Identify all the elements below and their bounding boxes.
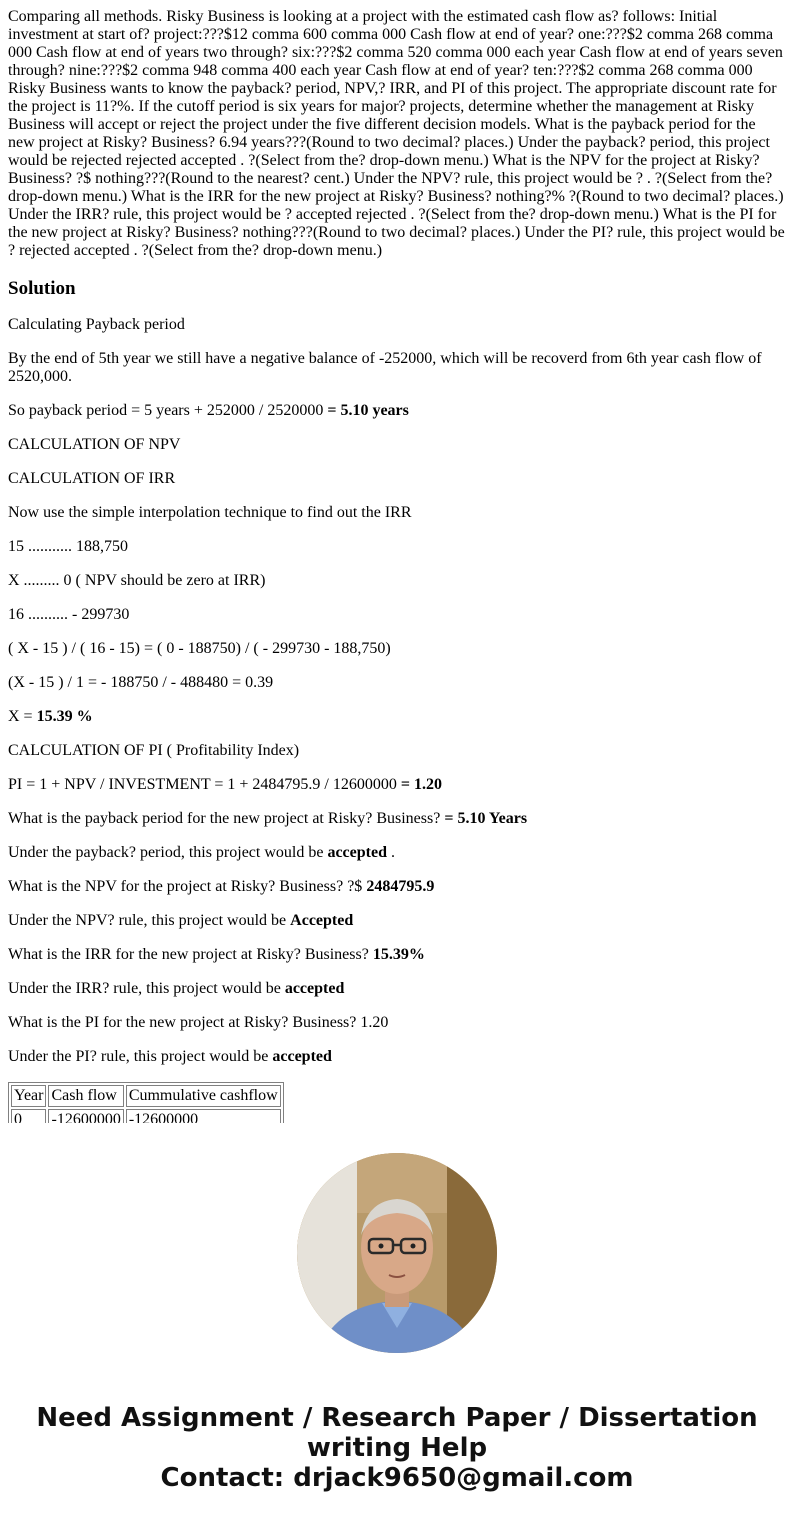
pi-formula: PI = 1 + NPV / INVESTMENT = 1 + 2484795.9 / 12600000 = 1.20 [8,776,442,793]
irr-line: 16 .......... - 299730 [8,606,130,623]
table-row [11,1109,281,1123]
irr-heading: CALCULATION OF IRR [8,470,176,487]
author-photo [297,1153,497,1353]
author-photo-image [297,1153,497,1353]
promo-line: Need Assignment / Research Paper / Dissertation [36,1403,758,1433]
column-header: Year [11,1085,46,1107]
promo-line: writing Help [306,1433,488,1463]
solution-document [8,0,786,1123]
answer-pi: What is the PI for the new project at Risky? Business? 1.20 [8,1014,389,1031]
payback-formula: So payback period = 5 years + 252000 / 2520000 = 5.10 years [8,402,409,419]
pi-heading: CALCULATION OF PI ( Profitability Index) [8,742,300,759]
solution-heading: Solution [8,278,76,299]
question-text: Comparing all methods. Risky Business is looking at a project with the estimated cash flow as? follows: Initial investment at start of? project:???$12 comma 600 comma 000 Cash flow at end of year? one:???$2 comma 268 comma 000 Cash flow at end of years two through? six:???$2 comma 520 comma 000 each year Cash flow at end of years seven through? nine:???$2 comma 948 comma 400 each year Cash flow at end of year? ten:???$2 comma 268 comma 000 Risky Business wants to know the payback? period, NPV,? IRR, and PI of this project. The appropriate discount rate for the project is 11?%. If the cutoff period is six years for major? projects, determine whether the management at Risky Business will accept or reject the project under the five different decision models. What is the payback period for the new project at Risky? Business? 6.94 years???(Round to two decimal? places.) Under the payback? period, this project would be rejected rejected accepted . ?(Select from the? drop-down menu.) What is the NPV for the project at Risky? Business? ?$ nothing???(Round to the nearest? cent.) Under the NPV? rule, this project would be ? . ?(Select from the? drop-down menu.) What is the IRR for the new project at Risky? Business? nothing?% ?(Round to two decimal? places.) Under the IRR? rule, this project would be ? accepted rejected . ?(Select from the? drop-down menu.) What is the PI for the new project at Risky? Business? nothing???(Round to two decimal? places.) Under the PI? rule, this project would be ? rejected accepted . ?(Select from the? drop-down menu.) [8,8,785,259]
promo-text [0,1403,794,1493]
irr-intro: Now use the simple interpolation technique to find out the IRR [8,504,412,521]
table-header-row [11,1085,281,1107]
irr-line: (X - 15 ) / 1 = - 188750 / - 488480 = 0.39 [8,674,274,691]
promo-section [0,1123,794,1523]
column-header: Cash flow [48,1085,123,1107]
npv-heading: CALCULATION OF NPV [8,436,181,453]
column-header: Cummulative cashflow [126,1085,281,1107]
irr-line: ( X - 15 ) / ( 16 - 15) = ( 0 - 188750) / ( - 299730 - 188,750) [8,640,391,657]
table-cell: -12600000 [126,1109,281,1123]
pi-result: = 1.20 [400,776,442,793]
answer-irr-decision: Under the IRR? rule, this project would be accepted [8,980,345,997]
table-cell: -12600000 [48,1109,123,1123]
payback-result: = 5.10 years [327,402,409,419]
payback-heading: Calculating Payback period [8,316,185,333]
answer-npv: What is the NPV for the project at Risky? Business? ?$ 2484795.9 [8,878,435,895]
answer-irr: What is the IRR for the new project at Risky? Business? 15.39% [8,946,425,963]
promo-contact: Contact: drjack9650@gmail.com [160,1463,634,1493]
answer-pi-decision: Under the PI? rule, this project would be accepted [8,1048,332,1065]
cashflow-table [8,1082,284,1123]
answer-payback: What is the payback period for the new project at Risky? Business? = 5.10 Years [8,810,528,827]
irr-line: X ......... 0 ( NPV should be zero at IRR) [8,572,266,589]
payback-explanation: By the end of 5th year we still have a negative balance of -252000, which will be recoverd from 6th year cash flow of 2520,000. [8,350,762,385]
irr-value: 15.39 % [36,708,93,725]
answer-npv-decision: Under the NPV? rule, this project would be Accepted [8,912,354,929]
irr-result: X = 15.39 % [8,708,93,725]
answer-payback-decision: Under the payback? period, this project would be accepted . [8,844,395,861]
table-cell: 0 [11,1109,46,1123]
irr-line: 15 ........... 188,750 [8,538,128,555]
